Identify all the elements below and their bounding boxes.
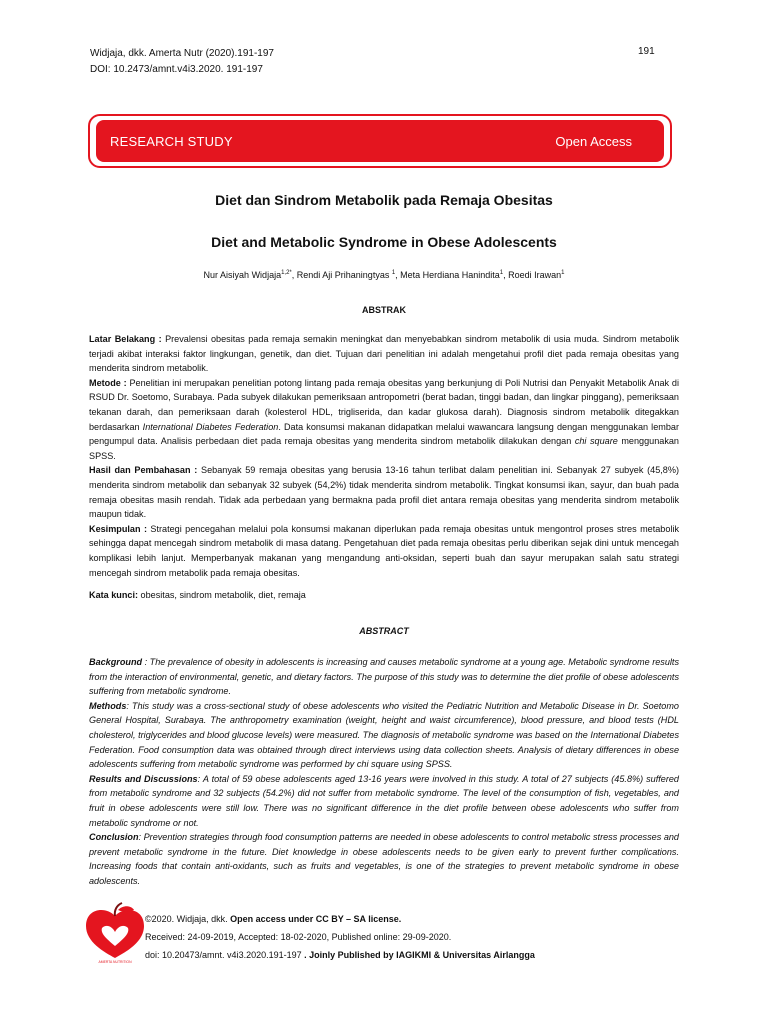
abstract-heading: ABSTRACT	[359, 626, 409, 636]
methods-label: Methods	[89, 700, 127, 711]
author-3: , Meta Herdiana Hanindita	[395, 270, 500, 280]
hasil-text: Sebanyak 59 remaja obesitas yang berusia 13-16 tahun terlibat dalam penelitian ini. Sebanyak 27 subyek (45,8%) menderita sindrom metabolik dan sebanyak 32 subyek (54,2%) tidak menderita sindrom metabolik. Tingkat konsumsi ikan, sayur, dan buah pada remaja obesitas masih rendah. Tidak ada perbedaan yang bermakna pada profil diet antara remaja obesitas yang menderita sindrom metabolik maupun tidak.	[89, 465, 679, 520]
methods-text: : This study was a cross-sectional study of obese adolescents who visited the Pediatric Nutrition and Metabolic Disease in Dr. Soetomo General Hospital, Surabaya. The anthropometry examination (weight, height and waist circumference), blood pressure, and blood tests (HDL cholesterol, triglycerides and blood glucose levels) were measured. The diagnosis of metabolic syndrome was based on the International Diabetes Federation. Food consumption data was obtained through direct interviews using data collection sheets. Analysis of dietary differences in obese adolescents suffering from metabolic syndrome was performed by chi square using SPSS.	[89, 700, 679, 770]
conclusion-label: Conclusion	[89, 832, 139, 843]
abstract-body	[89, 655, 679, 889]
author-3-affil: 1	[499, 270, 504, 276]
copyright-line	[145, 910, 535, 928]
author-4: , Roedi Irawan	[503, 270, 562, 280]
results-label: Results and Discussions	[89, 773, 198, 784]
metode-text-2: . Data konsumsi makanan didapatkan melalui wawancara langsung dengan menggunakan lembar pengumpul data. Analisis perbedaan diet pada remaja obesitas yang menderita sindrom metabolik dilakukan dengan	[89, 421, 679, 447]
keywords-label: Kata kunci:	[89, 590, 139, 600]
keywords-text: obesitas, sindrom metabolik, diet, remaja	[138, 590, 306, 600]
background-text: : The prevalence of obesity in adolescents is increasing and causes metabolic syndrome at a young age. Metabolic syndrome results from the interaction of environmental, genetic, and dietary factors. The purpose of this study was to determine the diet profile of obese adolescents suffering from metabolic syndrome.	[89, 657, 679, 697]
kesimpulan-text: Strategi pencegahan melalui pola konsumsi makanan diperlukan pada remaja obesitas untuk mengontrol proses stres metabolik sehingga dapat mencegah sindrom metabolik di masa datang. Pengetahuan diet pada remaja obesitas perlu diberikan sejak dini untuk mencegah komplikasi lebih lanjut. Memperbanyak makanan yang mengandung anti-oksidan, seperti buah dan sayur merupakan salah satu strategi mencegah sindrom metabolik pada remaja obesitas.	[89, 523, 679, 578]
author-1-affil: 1,2*	[281, 270, 292, 276]
conclusion-paragraph	[89, 830, 679, 888]
results-text: : A total of 59 obese adolescents aged 13-16 years were involved in this study. A total of 27 subjects (45.8%) suffered from metabolic syndrome and 32 subjects (54.2%) did not suffer from metabolic syndrome. The level of the consumption of fish, vegetables, and fruit in obese adolescents were still low. There was no significant difference in the diet profile between obese adolescents who suffer from metabolic syndrome or not.	[89, 773, 679, 828]
keywords	[89, 590, 306, 600]
license-text: Open access under CC BY – SA license.	[230, 914, 402, 924]
hasil-paragraph	[89, 463, 679, 521]
doi-header: DOI: 10.2473/amnt.v4i3.2020. 191-197	[90, 64, 263, 75]
logo-caption: AMERTA NUTRITION	[98, 960, 132, 964]
published-by: . Joinly Published by IAGIKMI & Universitas Airlangga	[301, 950, 535, 960]
running-header	[90, 46, 274, 78]
amerta-nutrition-logo-icon	[80, 902, 150, 964]
author-2-affil: 1	[391, 270, 396, 276]
footer-doi: doi: 10.20473/amnt. v4i3.2020.191-197	[145, 950, 302, 960]
conclusion-text: : Prevention strategies through food consumption patterns are needed in obese adolescents to control metabolic stress processes and prevent metabolic syndrome in the future. Diet knowledge in obese adolescents needs to be given early to prevent further complications. Increasing foods that contain anti-oxidants, such as fruits and vegetables, is one of the strategies to prevent metabolic syndrome in obese adolescents.	[89, 832, 679, 886]
author-list	[0, 270, 768, 280]
doi-line	[145, 946, 535, 964]
open-access-label: Open Access	[555, 134, 632, 149]
dates-line: Received: 24-09-2019, Accepted: 18-02-2020, Published online: 29-09-2020.	[145, 932, 452, 942]
footer	[145, 910, 535, 964]
background-paragraph	[89, 655, 679, 699]
hasil-label: Hasil dan Pembahasan :	[89, 465, 198, 476]
research-study-label: RESEARCH STUDY	[110, 134, 233, 149]
author-2: , Rendi Aji Prihaningtyas	[291, 270, 392, 280]
metode-text-3: menggunakan SPSS.	[89, 436, 679, 461]
kesimpulan-label: Kesimpulan :	[89, 523, 147, 534]
latar-belakang-text: Prevalensi obesitas pada remaja semakin meningkat dan menyebabkan sindrom metabolik di usia muda. Sindrom metabolik terjadi akibat interaksi faktor lingkungan, genetik, dan diet. Tujuan dari penelitian ini adalah mengetahui profil diet pada remaja obesitas yang menderita sindrom metabolik.	[89, 334, 679, 374]
metode-label: Metode :	[89, 377, 127, 388]
citation: Widjaja, dkk. Amerta Nutr (2020).191-197	[90, 48, 274, 59]
copyright-text: ©2020. Widjaja, dkk.	[145, 914, 231, 924]
metode-text-1: Penelitian ini merupakan penelitian potong lintang pada remaja obesitas yang berkunjung di Poli Nutrisi dan Penyakit Metabolik Anak di RSUD Dr. Soetomo, Surabaya. Pada subyek dilakukan pemeriksaan antropometri (berat badan, tinggi badan, dan lingkar pinggang), pemeriksaan tekanan darah, dan pemeriksaan darah (kolesterol HDL, trigliserida, dan kadar glukosa darah). Diagnosis sindrom metabolik ditegakkan berdasarkan	[89, 377, 679, 432]
abstrak-heading: ABSTRAK	[362, 305, 406, 315]
metode-italic-1: International Diabetes Federation	[142, 421, 279, 432]
latar-belakang-label: Latar Belakang :	[89, 334, 162, 344]
latar-belakang-paragraph	[89, 332, 679, 376]
article-type-banner	[88, 114, 672, 168]
background-label: Background	[89, 657, 143, 667]
banner-fill	[96, 120, 664, 162]
methods-paragraph	[89, 699, 679, 772]
results-paragraph	[89, 772, 679, 830]
metode-paragraph	[89, 376, 679, 464]
abstrak-body	[89, 332, 679, 580]
metode-italic-2: chi square	[574, 436, 618, 447]
page-number: 191	[638, 46, 655, 57]
author-4-affil: 1	[561, 270, 565, 276]
author-1: Nur Aisiyah Widjaja	[203, 270, 282, 280]
title-indonesian: Diet dan Sindrom Metabolik pada Remaja Obesitas	[215, 192, 553, 208]
kesimpulan-paragraph	[89, 522, 679, 580]
title-english: Diet and Metabolic Syndrome in Obese Adolescents	[211, 234, 557, 250]
